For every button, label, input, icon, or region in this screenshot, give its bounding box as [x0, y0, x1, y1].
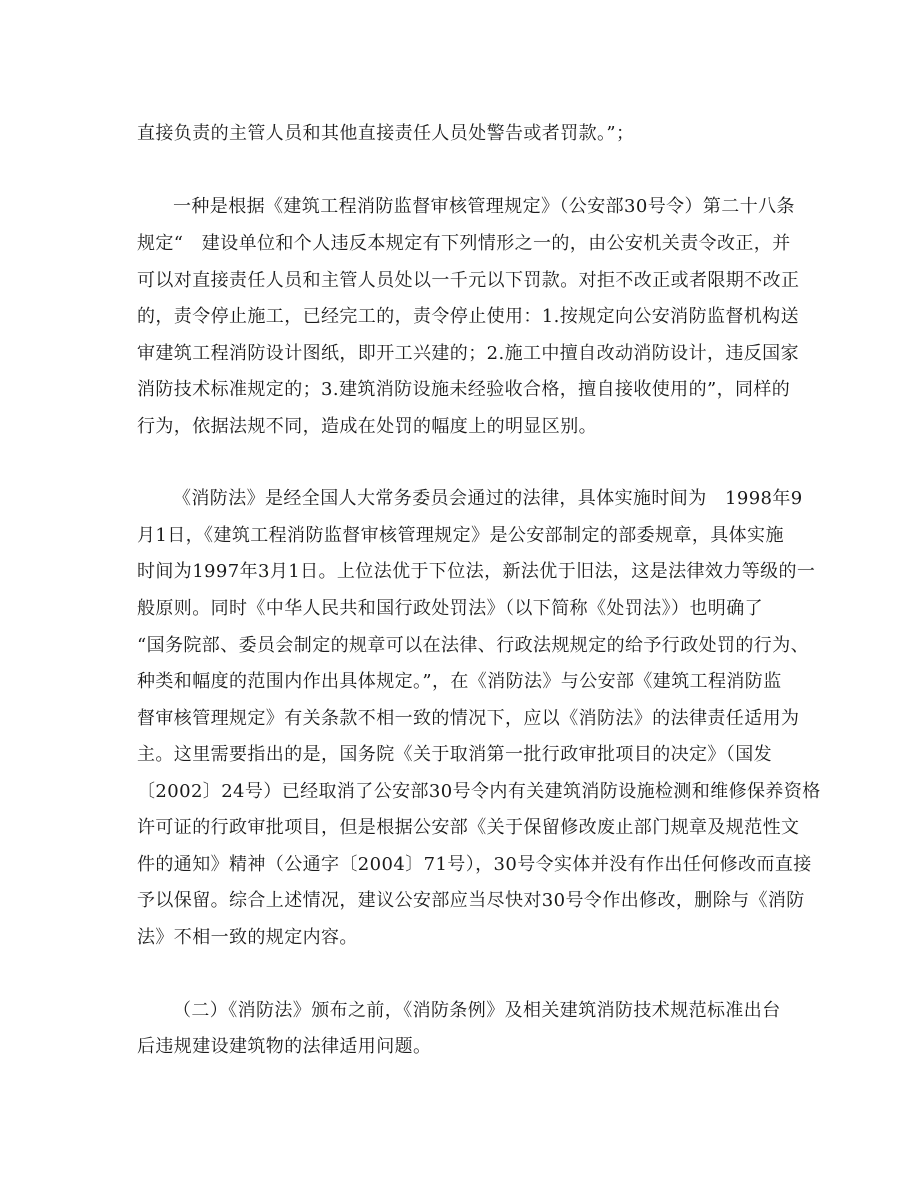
text-line: 后违规建设建筑物的法律适用问题。	[137, 1036, 432, 1057]
text-line: 督审核管理规定》有关条款不相一致的情况下，应以《消防法》的法律责任适用为	[137, 708, 800, 729]
text-line: 审建筑工程消防设计图纸，即开工兴建的；2.施工中擅自改动消防设计，违反国家	[137, 343, 799, 364]
text-line: 可以对直接责任人员和主管人员处以一千元以下罚款。对拒不改正或者限期不改正	[137, 270, 800, 291]
text-line: 〔2002〕24号）已经取消了公安部30号令内有关建筑消防设施检测和维修保养资格	[137, 781, 821, 802]
text-line: 直接负责的主管人员和其他直接责任人员处警告或者罚款。”；	[137, 123, 635, 144]
text-line: 主。这里需要指出的是，国务院《关于取消第一批行政审批项目的决定》（国发	[137, 744, 772, 765]
text-line: 《消防法》是经全国人大常务委员会通过的法律，具体实施时间为 1998年9	[173, 488, 803, 509]
text-line: 规定“ 建设单位和个人违反本规定有下列情形之一的，由公安机关责令改正，并	[137, 233, 791, 254]
text-line: 月1日，《建筑工程消防监督审核管理规定》是公安部制定的部委规章，具体实施	[137, 525, 784, 546]
text-line: 种类和幅度的范围内作出具体规定。”，在《消防法》与公安部《建筑工程消防监	[137, 671, 782, 692]
text-line: 件的通知》精神（公通字〔2004〕71号），30号令实体并没有作出任何修改而直接	[137, 854, 812, 875]
text-line: 般原则。同时《中华人民共和国行政处罚法》（以下简称《处罚法》）也明确了	[137, 598, 763, 619]
text-line: 时间为1997年3月1日。上位法优于下位法，新法优于旧法，这是法律效力等级的一	[137, 561, 816, 582]
text-line: 消防技术标准规定的；3.建筑消防设施未经验收合格，擅自接收使用的”，同样的	[137, 379, 791, 400]
text-line: 法》不相一致的规定内容。	[137, 927, 358, 948]
text-line: 的，责令停止施工，已经完工的，责令停止使用：1.按规定向公安消防监督机构送	[137, 306, 799, 327]
text-line: （二）《消防法》颁布之前，《消防条例》及相关建筑消防技术规范标准出台	[173, 1000, 781, 1021]
text-line: 一种是根据《建筑工程消防监督审核管理规定》（公安部30号令）第二十八条	[173, 196, 795, 217]
text-line: 许可证的行政审批项目，但是根据公安部《关于保留修改废止部门规章及规范性文	[137, 817, 800, 838]
text-line: 行为，依据法规不同，造成在处罚的幅度上的明显区别。	[137, 416, 597, 437]
text-line: “国务院部、委员会制定的规章可以在法律、行政法规规定的给予行政处罚的行为、	[137, 635, 809, 656]
text-line: 予以保留。综合上述情况，建议公安部应当尽快对30号令作出修改，删除与《消防	[137, 890, 805, 911]
